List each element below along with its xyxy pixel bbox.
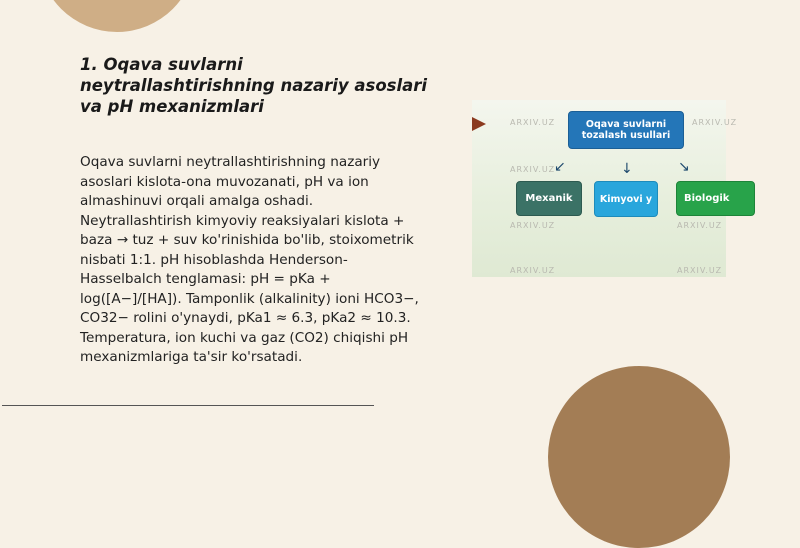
arrow-down-left-icon: ↙ <box>554 159 566 175</box>
arrow-down-right-icon: ↘ <box>678 159 690 175</box>
watermark-text: ARXIV.UZ <box>692 118 738 127</box>
diagram-box-root: Oqava suvlarni tozalash usullari <box>568 111 684 149</box>
divider-line <box>2 405 374 406</box>
watermark-text: ARXIV.UZ <box>510 118 556 127</box>
watermark-text: ARXIV.UZ <box>510 221 556 230</box>
diagram-box-mexanik: Mexanik <box>516 181 582 216</box>
watermark-text: ARXIV.UZ <box>677 266 723 275</box>
slide-body-text: Oqava suvlarni neytrallashtirishning nazariy asoslari kislota-ona muvozanati, pH va ion almashinuvi orqali amalga oshadi. Neytrallashtirish kimyoviy reaksiyalari kislota + baza → tuz + suv ko'rinishida bo'lib, stoixometrik nisbati 1:1. pH hisoblashda Henderson-Hasselbalch tenglamasi: pH = pKa + log([A−]/[HA]). Tamponlik (alkalinity) ioni HCO3−, CO32− rolini o'ynaydi, pKa1 ≈ 6.3, pKa2 ≈ 10.3. Temperatura, ion kuchi va gaz (CO2) chiqishi pH mexanizmlariga ta'sir ko'rsatadi. <box>80 154 419 365</box>
slide-title: 1. Oqava suvlarni neytrallashtirishning nazariy asoslari va pH mexanizmlari <box>80 55 428 116</box>
watermark-text: ARXIV.UZ <box>510 266 556 275</box>
decorative-circle-top <box>38 0 196 32</box>
diagram-box-biologik: Biologik <box>676 181 755 216</box>
arrow-down-icon: ↓ <box>621 161 633 177</box>
arrow-marker-icon <box>472 117 486 131</box>
decorative-circle-bottom <box>548 366 730 548</box>
treatment-methods-diagram <box>472 100 738 277</box>
watermark-text: ARXIV.UZ <box>677 221 723 230</box>
diagram-box-kimyoviy: Kimyovi y <box>594 181 658 217</box>
watermark-text: ARXIV.UZ <box>510 165 556 174</box>
